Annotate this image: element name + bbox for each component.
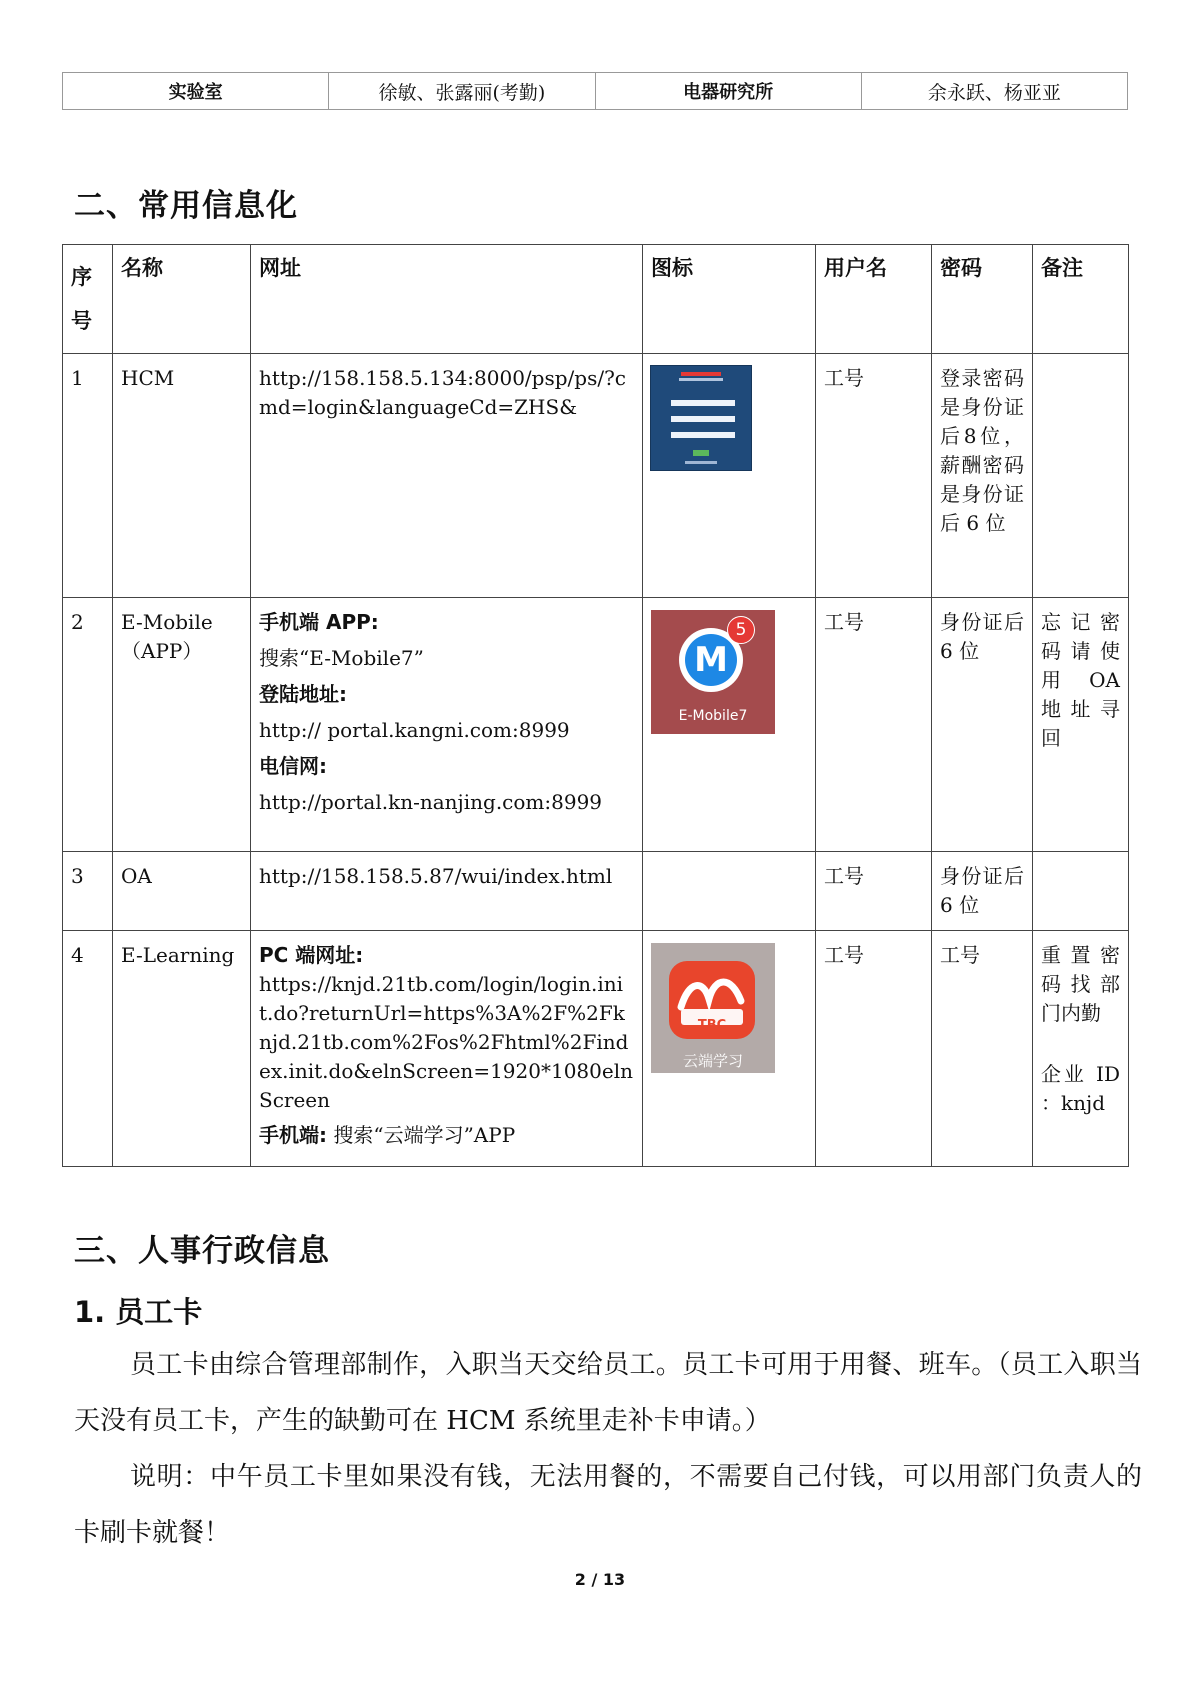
cell-password: 身份证后 6 位: [932, 598, 1033, 852]
cell-password: 工号: [932, 931, 1033, 1167]
subsection-heading: 1. 员工卡: [74, 1295, 203, 1329]
cell-seq: 2: [63, 598, 113, 852]
cell-icon: [643, 852, 816, 931]
cell-note: [1033, 852, 1129, 931]
url-label: 手机端 APP:: [259, 610, 379, 634]
enterprise-id: 企业 ID ：knjd: [1041, 1062, 1120, 1115]
url-label: 电信网:: [259, 754, 327, 778]
cell-seq: 1: [63, 354, 113, 598]
notification-badge: 5: [727, 616, 755, 644]
e-mobile7-app-icon: [651, 610, 775, 734]
cell-username: 工号: [816, 931, 932, 1167]
cell-icon: [643, 354, 816, 598]
cell-password: 登录密码是身份证后8位，薪酬密码是身份证后 6 位: [932, 354, 1033, 598]
cell-url[interactable]: http://158.158.5.134:8000/psp/ps/?cmd=login&languageCd=ZHS&: [251, 354, 643, 598]
url-label: 手机端:: [259, 1123, 327, 1147]
table-row: [63, 598, 1129, 852]
cell-password: 身份证后 6 位: [932, 852, 1033, 931]
cell-note: [1033, 931, 1129, 1167]
cell-note: [1033, 354, 1129, 598]
note-text: 重置密码找部门内勤: [1041, 943, 1120, 1025]
header-note: 备注: [1033, 245, 1129, 354]
url-link[interactable]: https://knjd.21tb.com/login/login.init.do?returnUrl=https%3A%2F%2Fknjd.21tb.com%2Fos%2Fhtml%2Findex.init.do&elnScreen=1920*1080elnScreen: [259, 972, 633, 1112]
cell-username: 工号: [816, 354, 932, 598]
url-label: 登陆地址:: [259, 682, 347, 706]
cell-icon: [643, 598, 816, 852]
cell-seq: 4: [63, 931, 113, 1167]
url-link[interactable]: http:// portal.kangni.com:8999: [259, 718, 570, 742]
table-row: [63, 73, 1128, 110]
table-row: [63, 852, 1129, 931]
icon-letter: M: [685, 634, 737, 686]
icon-caption: E-Mobile7: [678, 708, 748, 724]
section-heading: 二、常用信息化: [74, 188, 298, 224]
url-text: 搜索“云端学习”APP: [333, 1123, 516, 1147]
table-row: [63, 354, 1129, 598]
cell-username: 工号: [816, 598, 932, 852]
cell-name: E-Learning: [113, 931, 251, 1167]
contact-table: [62, 72, 1128, 110]
cell-url[interactable]: http://158.158.5.87/wui/index.html: [251, 852, 643, 931]
icon-caption: 云端学习: [682, 1052, 743, 1070]
header-icon: 图标: [643, 245, 816, 354]
header-name: 名称: [113, 245, 251, 354]
page-number: 2 / 13: [574, 1570, 626, 1589]
header-seq: 序号: [63, 245, 113, 354]
tbc-logo-tile: [669, 961, 755, 1039]
cell-name: HCM: [113, 354, 251, 598]
cell-seq: 3: [63, 852, 113, 931]
header-password: 密码: [932, 245, 1033, 354]
cell-username: 工号: [816, 852, 932, 931]
header-url: 网址: [251, 245, 643, 354]
cell-name: E-Mobile（APP）: [113, 598, 251, 852]
table-cell: 电器研究所: [595, 73, 861, 110]
url-text: 搜索“E-Mobile7”: [259, 646, 424, 670]
cell-note: 忘记密码请使用 OA 地址寻回: [1033, 598, 1129, 852]
table-header-row: [63, 245, 1129, 354]
cell-url: [251, 931, 643, 1167]
oracle-peoplesoft-login-icon: [651, 366, 751, 470]
table-cell: 徐敏、张露丽(考勤): [329, 73, 595, 110]
cell-icon: [643, 931, 816, 1167]
tbc-cloud-learning-app-icon: [651, 943, 775, 1073]
icon-text: TBC: [697, 1018, 727, 1033]
cell-url: [251, 598, 643, 852]
body-paragraph: 说明：中午员工卡里如果没有钱，无法用餐的，不需要自己付钱，可以用部门负责人的卡刷卡就餐！: [74, 1462, 1142, 1548]
url-label: PC 端网址:: [259, 943, 364, 967]
table-row: [63, 931, 1129, 1167]
info-systems-table: [62, 244, 1129, 1167]
body-paragraph: 员工卡由综合管理部制作，入职当天交给员工。员工卡可用于用餐、班车。（员工入职当天没有员工卡，产生的缺勤可在 HCM 系统里走补卡申请。）: [74, 1350, 1142, 1436]
cell-name: OA: [113, 852, 251, 931]
section-heading: 三、人事行政信息: [74, 1233, 330, 1269]
table-cell: 余永跃、杨亚亚: [861, 73, 1127, 110]
header-username: 用户名: [816, 245, 932, 354]
table-cell: 实验室: [63, 73, 329, 110]
mobile-line: [259, 1121, 634, 1150]
url-link[interactable]: http://portal.kn-nanjing.com:8999: [259, 790, 603, 814]
